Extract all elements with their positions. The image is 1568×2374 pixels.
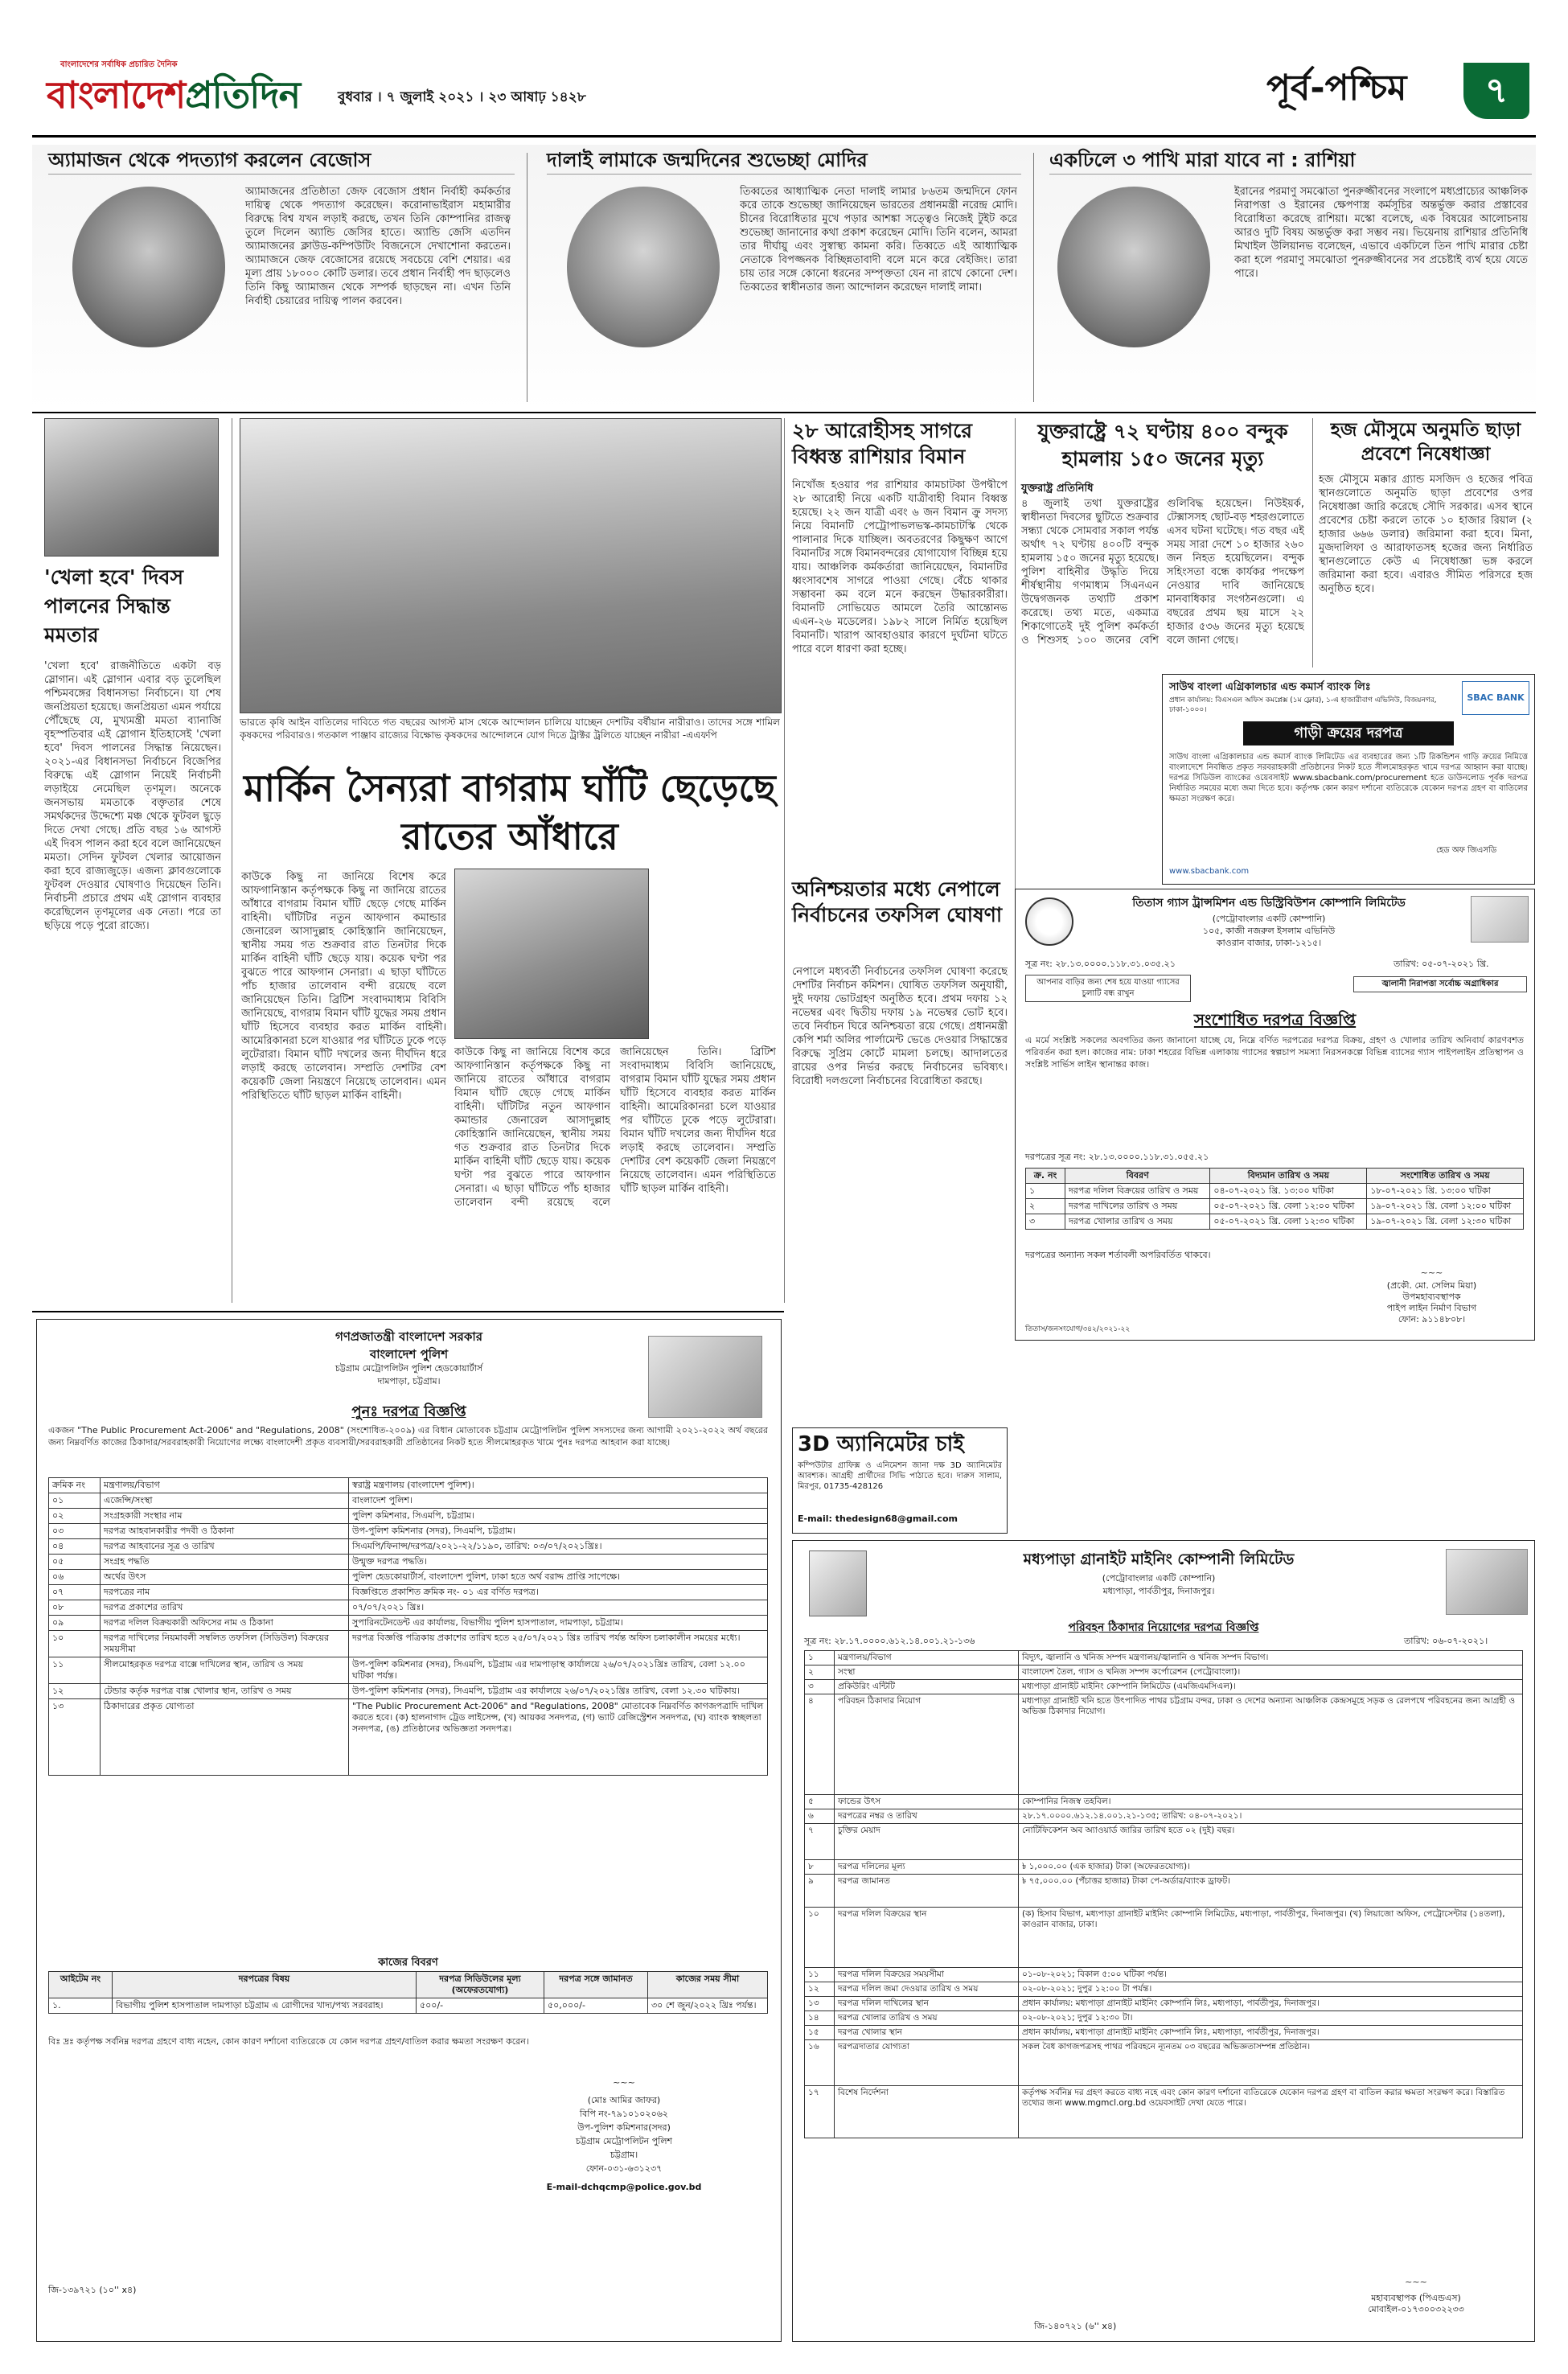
table-cell: ২ xyxy=(805,1665,835,1680)
table-cell: উপ-পুলিশ কমিশনার (সদর), সিএমপি, চট্টগ্রাম এর দামপাড়াস্থ কার্যালয়ে ২৬/০৭/২০২১খ্রিঃ তারিখ, বেলা ১২.০০ ঘটিকা পর্যন্ত। xyxy=(349,1657,768,1684)
signer-office: চট্টগ্রাম মেট্রোপলিটন পুলিশ xyxy=(575,2136,673,2146)
mgmcl-logo xyxy=(809,1550,867,1616)
sbac-website[interactable]: www.sbacbank.com xyxy=(1169,867,1250,876)
table-cell: দরপত্র খোলার স্থান xyxy=(835,2026,1019,2040)
table-cell: সীলমোহরকৃত দরপত্র বাক্সে দাখিলের স্থান, তারিখ ও সময় xyxy=(101,1657,349,1684)
table-row xyxy=(49,1998,768,2014)
titas-logo xyxy=(1025,897,1073,946)
sbac-logo xyxy=(1462,681,1529,715)
sbac-tender-ad xyxy=(1162,674,1535,885)
sbac-body: সাউথ বাংলা এগ্রিকালচার এন্ড কমার্স ব্যাংক লিমিটেড এর ব্যবহারের জন্য ১টি রিকন্ডিশন গাড়ি ক্রয়ের নিমিত্তে বাংলাদেশে নিবন্ধিত প্রকৃত সরবরাহকারী প্রতিষ্ঠানের নিকট হতে সীলমোহরকৃত খামে দরপত্র আহ্বান করা যাচ্ছে। দরপত্র সিডিউল ব্যাংকের ওয়েবসাইট www.sbacbank.com/procurement হতে ডাউনলোড পূর্বক দরপত্র নির্ধারিত সময়ের মধ্যে জমা দিতে হবে। কর্তৃপক্ষ কোন কারণ দর্শানো ব্যতিরেকে যেকোন দরপত্র গ্রহণ বা বাতিলের ক্ষমতা সংরক্ষণ করে। xyxy=(1169,753,1528,803)
table-cell: বাংলাদেশ পুলিশ। xyxy=(349,1493,768,1509)
sbac-title: সাউথ বাংলা এগ্রিকালচার এন্ড কমার্স ব্যাংক লিঃ xyxy=(1169,681,1371,693)
signer-city: চট্টগ্রাম। xyxy=(610,2150,638,2160)
table-cell: ০৫-০৭-২০২১ খ্রি. বেলা ১২:০০ ঘটিকা xyxy=(1210,1199,1367,1214)
table-cell: কর্তৃপক্ষ সর্বনিম্ন দর গ্রহণ করতে বাধ্য নহে এবং কোন কারণ দর্শানো ব্যতিরেকে যেকোন দরপত্র গ্রহণ বা বাতিল করার ক্ষমতা সংরক্ষণ করে। বিস্তারিত তথ্যের জন্য www.mgmcl.org.bd ওয়েবসাইট দেখা যেতে পারে। xyxy=(1019,2086,1523,2138)
table-cell: ৫০,০০০/- xyxy=(544,1998,648,2014)
table-cell: সকল বৈধ কাগজপত্রসহ পাথর পরিবহনে ন্যূনতম ০৩ বছরের অভিজ্ঞতাসম্পন্ন প্রতিষ্ঠান। xyxy=(1019,2040,1523,2086)
titas-body: এ মর্মে সংশ্লিষ্ট সকলের অবগতির জন্য জানানো যাচ্ছে যে, নিম্নে বর্ণিত দরপত্রের দরপত্র বিক্রয়, গ্রহণ ও খোলার তারিখ অনিবার্য কারণবশত পরিবর্তন করা হল। কাজের নাম: ঢাকা শহরের বিভিন্ন এলাকায় গ্যাসের স্বল্পচাপ সমস্যা নিরসনকল্পে বিভিন্ন ব্যাসের গ্যাস পাইপলাইন প্রতিস্থাপন ও সংশ্লিষ্ট সার্ভিস লাইন স্থানান্তর কাজ। xyxy=(1025,1035,1524,1070)
table-cell: পরিবহন ঠিকাদার নিয়োগ xyxy=(835,1694,1019,1795)
titas-signature-block xyxy=(1337,1267,1526,1325)
table-cell: সুপারিনটেনডেন্ট এর কার্যালয়, বিভাগীয় পুলিশ হাসপাতাল, দামপাড়া, চট্টগ্রাম। xyxy=(349,1616,768,1631)
table-cell: ৳ ৭৫,০০০.০০ (পঁচাত্তর হাজার) টাকা পে-অর্ডার/ব্যাংক ড্রাফট। xyxy=(1019,1875,1523,1908)
masthead-name-part2: প্রতিদিন xyxy=(185,73,301,117)
table-cell: উপ-পুলিশ কমিশনার (সদর), সিএমপি, চট্টগ্রাম এর কার্যালয়ে ২৬/০৭/২০২১খ্রিঃ তারিখ, বেলা ১২.৩০ ঘটিকায়। xyxy=(349,1684,768,1699)
table-row xyxy=(805,2011,1523,2026)
table-cell: প্রকিউরিং এন্টিটি xyxy=(835,1680,1019,1694)
table-cell: দরপত্র দলিলের মূল্য xyxy=(835,1860,1019,1875)
table-cell: বিভাগীয় পুলিশ হাসপাতাল দামপাড়া চট্টগ্রাম এ রোগীদের খাদ্য/পথ্য সরবরাহ। xyxy=(113,1998,417,2014)
table-cell: ১৫ xyxy=(805,2026,835,2040)
table-cell: ০৭ xyxy=(49,1585,101,1600)
table-cell: মন্ত্রণালয়/বিভাগ xyxy=(835,1651,1019,1665)
table-cell: প্রধান কার্যালয়: মধ্যপাড়া গ্রানাইট মাইনিং কোম্পানি লিঃ, মধ্যপাড়া, পার্বতীপুর, দিনাজপুর। xyxy=(1019,1997,1523,2011)
table-cell: ১৭ xyxy=(805,2086,835,2138)
table-cell: ৬ xyxy=(805,1809,835,1824)
table-cell: প্রধান কার্যালয়, মধ্যপাড়া গ্রানাইট মাইনিং কোম্পানি লিঃ, মধ্যপাড়া, পার্বতীপুর, দিনাজপুর। xyxy=(1019,2026,1523,2040)
bagram-airbase-photo xyxy=(454,869,649,1039)
signature-scribble: ~~~ xyxy=(1420,1267,1443,1278)
masthead-date: বুধবার । ৭ জুলাই ২০২১ । ২৩ আষাঢ় ১৪২৮ xyxy=(338,89,586,105)
column-divider xyxy=(1312,418,1313,667)
table-cell: স্বরাষ্ট্র মন্ত্রণালয় (বাংলাদেশ পুলিশ)। xyxy=(349,1478,768,1493)
mgmcl-date: তারিখ: ০৬-০৭-২০২১। xyxy=(1404,1636,1488,1646)
ad-body: কম্পিউটার গ্রাফিক্স ও এনিমেশন জানা দক্ষ 3D অ্যানিমেটর আবশ্যক। আগ্রহী প্রার্থীদের সিভি পাঠাতে হবে। দারুস সালাম, মিরপুর, 01735-428126 xyxy=(798,1461,1002,1491)
table-cell: ক্রমিক নং xyxy=(49,1478,101,1493)
table-cell: "The Public Procurement Act-2006" and "Regulations, 2008" মোতাবেক নিম্নবর্ণিত কাগজপত্রাদি দাখিল করতে হবে। (ক) হালনাগাদ ট্রেড লাইসেন্স, (খ) আয়কর সনদপত্র, (গ) ভ্যাট রেজিস্ট্রেশন সনদপত্র, (ঘ) ব্যাংক স্বচ্ছলতা সনদপত্র, (ঙ) প্রতিষ্ঠানের অভিজ্ঞতা সনদপত্র। xyxy=(349,1699,768,1776)
table-header: আইটেম নং xyxy=(49,1972,113,1998)
table-cell: ঠিকাদারের প্রকৃত যোগ্যতা xyxy=(101,1699,349,1776)
table-cell: ৮ xyxy=(805,1860,835,1875)
table-cell: ২৮.১৭.০০০০.৬১২.১৪.০০১.২১-১৩৫; তারিখ: ০৪-০৭-২০২১। xyxy=(1019,1809,1523,1824)
table-header: ক্র. নং xyxy=(1026,1169,1065,1184)
table-cell: দরপত্র দলিল বিক্রয়ের তারিখ ও সময় xyxy=(1065,1184,1210,1199)
titas-title: তিতাস গ্যাস ট্রান্সমিশন এন্ড ডিস্ট্রিবিউশন কোম্পানি লিমিটেড xyxy=(1132,897,1406,910)
titas-notice xyxy=(1015,889,1535,1341)
table-cell: ১৮-০৭-২০২১ খ্রি. ১৩:০০ ঘটিকা xyxy=(1367,1184,1524,1199)
headline: একঢিলে ৩ পাখি মারা যাবে না : রাশিয়া xyxy=(1049,146,1532,175)
table-header: সংশোধিত তারিখ ও সময় xyxy=(1367,1169,1524,1184)
section-rule xyxy=(32,1311,784,1312)
table-cell: দরপত্রদাতার যোগ্যতা xyxy=(835,2040,1019,2086)
titas-ref: দরপত্রের সূত্র নং: ২৮.১৩.০০০০.১১৮.৩১.০৫৫.২১ xyxy=(1025,1152,1209,1162)
article-body: 'খেলা হবে' রাজনীতিতে একটা বড় স্লোগান। এই স্লোগান এবার বড় তুলেছিল পশ্চিমবঙ্গের বিধানসভা নির্বাচনে। যা শেষ জনপ্রিয়তা হয়েছে। জনপ্রিয়তা এমন পর্যায়ে পৌঁছেছে যে, মুখ্যমন্ত্রী মমতা ব্যানার্জি বৃহস্পতিবার এই স্লোগান ইতিহাসেই 'খেলা হবে' দিবস পালনের সিদ্ধান্ত নিয়েছেন। ২০২১-এর বিধানসভা নির্বাচনে বিজেপির বিরুদ্ধে এই স্লোগান নিয়েই নির্বাচনী লড়াইয়ে নেমেছিল তৃণমূল। অনেকে জনসভায় মমতাকে বক্তৃতার শেষে সমর্থকদের উদ্দেশ্যে মঞ্চ থেকে ফুটবল ছুড়ে দিতে দেখা গেছে। প্রতি বছর ১৬ আগস্ট এই দিবস পালন করা হবে বলে জানিয়েছেন মমতা। সেদিন ফুটবল খেলার আয়োজন করা হবে রাজ্যজুড়ে। এজন্য ক্লাবগুলোকে ফুটবল দেওয়ার ঘোষণাও দিয়েছেন তিনি। নির্বাচনী প্রচারে প্রথম এই স্লোগান ব্যবহার করেছিলেন তৃণমূলের এক নেতা। পরে তা ছড়িয়ে পড়ে পুরো রাজ্যে। xyxy=(44,660,221,932)
mgmcl-tender-table xyxy=(804,1650,1523,2138)
table-cell: সংস্থা xyxy=(835,1665,1019,1680)
table-row xyxy=(49,1478,768,1493)
table-cell: দরপত্র দলিল বিক্রয়ের স্থান xyxy=(835,1908,1019,1968)
table-row xyxy=(1026,1214,1524,1230)
masthead-rule xyxy=(32,135,1536,138)
table-row xyxy=(805,1651,1523,1665)
table-cell: দরপত্র আহবানকারীর পদবী ও ঠিকানা xyxy=(101,1524,349,1539)
police-dept: বাংলাদেশ পুলিশ xyxy=(369,1347,449,1362)
article-body: ৪ জুলাই তথা যুক্তরাষ্ট্রের স্বাধীনতা দিবসের ছুটিতে শুক্রবার সন্ধ্যা থেকে সোমবার সকাল পর্যন্ত অর্থাৎ ৭২ ঘণ্টায় ৪০০টি বন্দুক হামলায় ১৫০ জনের মৃত্যু হয়েছে। পুলিশ বাহিনীর উদ্ধৃতি দিয়ে শীর্ষস্থানীয় গণমাধ্যম সিএনএন উদ্বেগজনক তথ্যটি প্রকাশ করেছে। তথ্য মতে, একমাত্র শিকাগোতেই দুই পুলিশ কর্মকর্তা ও শিশুসহ ১০০ জনের বেশি গুলিবিদ্ধ হয়েছেন। নিউইয়র্ক, টেক্সাসসহ ছোট-বড় শহরগুলোতে এসব ঘটনা ঘটেছে। গত বছর এই সময় সারা দেশে ১০ হাজার ২৬০ জন নিহত হয়েছিলেন। বন্দুক সহিংসতা বন্ধে কার্যকর পদক্ষেপ নেওয়ার দাবি জানিয়েছে মানবাধিকার সংগঠনগুলো। এ বছরের প্রথম ছয় মাসে ২২ হাজার ৫৩৬ জনের মৃত্যু হয়েছে বলে জানা গেছে। xyxy=(1021,498,1304,647)
table-row xyxy=(805,1875,1523,1908)
titas-notice-title: সংশোধিত দরপত্র বিজ্ঞপ্তি xyxy=(1193,1010,1357,1029)
table-row xyxy=(805,1908,1523,1968)
section-rule xyxy=(32,412,1536,413)
table-cell: উন্মুক্ত দরপত্র পদ্ধতি। xyxy=(349,1555,768,1570)
table-row xyxy=(805,1680,1523,1694)
headline: অনিশ্চয়তার মধ্যে নেপালে নির্বাচনের তফসিল ঘোষণা xyxy=(792,877,1003,926)
table-row xyxy=(805,1860,1523,1875)
article-body: অ্যামাজনের প্রতিষ্ঠাতা জেফ বেজোস প্রধান নির্বাহী কর্মকর্তার দায়িত্ব থেকে পদত্যাগ করেছেন। করোনাভাইরাস মহামারীর বিরুদ্ধে বিশ্ব যখন লড়াই করছে, তখন তিনি কোম্পানির রাজত্ব তুলে দিলেন অ্যান্ডি জেসির হাতে। অ্যান্ডি জেসি এতদিন অ্যামাজনের ক্লাউড-কম্পিউটিং বিজনেসে দেখাশোনা করতেন। অ্যামাজনে জেফ বেজোসের রয়েছে সবচেয়ে বেশি শেয়ার। এর মূল্য প্রায় ১৮০০০ কোটি ডলার। তবে প্রধান নির্বাহী পদ ছাড়লেও তিনি কিছু অ্যামাজন থেকে সম্পর্ক ছাড়ছেন না। এখন তিনি নির্বাহী চেয়ারের দায়িত্ব পালন করবেন। xyxy=(245,186,511,307)
table-row xyxy=(805,2086,1523,2138)
table-cell: বিদ্যুৎ, জ্বালানি ও খনিজ সম্পদ মন্ত্রণালয়/জ্বালানি ও খনিজ সম্পদ বিভাগ। xyxy=(1019,1651,1523,1665)
table-cell: দরপত্র আহবানের সূত্র ও তারিখ xyxy=(101,1539,349,1555)
table-cell: ০২-০৮-২০২১; দুপুর ১২:৩০ টা। xyxy=(1019,2011,1523,2026)
signer-title: উপ-পুলিশ কমিশনার(সদর) xyxy=(577,2122,671,2133)
table-cell: সংগ্রহকারী সংস্থার নাম xyxy=(101,1509,349,1524)
table-cell: ০১ xyxy=(49,1493,101,1509)
table-cell: ১০ xyxy=(805,1908,835,1968)
signer-phone: মোবাইল-০১৭৩০০৩২২৩৩ xyxy=(1368,2304,1464,2314)
bagram-body-col2: কাউকে কিছু না জানিয়ে বিশেষ করে আফগানিস্তান কর্তৃপক্ষকে কিছু না জানিয়ে রাতের আঁধারে বাগরাম বিমান ঘাঁটি ছেড়ে গেছে মার্কিন বাহিনী। ঘাঁটিটির নতুন আফগান কমান্ডার জেনারেল আসাদুল্লাহ কোহিস্তানি জানিয়েছেন, স্থানীয় সময় গত শুক্রবার রাত তিনটার দিকে মার্কিন বাহিনী ঘাঁটি ছেড়ে যায়। কয়েক ঘণ্টা পর বুঝতে পারে আফগান সেনারা। এ ছাড়া ঘাঁটিতে পাঁচ হাজার তালেবান বন্দী রয়েছে বলে জানিয়েছেন তিনি। ব্রিটিশ সংবাদমাধ্যম বিবিসি জানিয়েছে, বাগরাম বিমান ঘাঁটি যুদ্ধের সময় প্রধান ঘাঁটি হিসেবে ব্যবহার করত মার্কিন বাহিনী। আমেরিকানরা চলে যাওয়ার পর ঘাঁটিতে ঢুকে পড়ে লুটেরারা। বিমান ঘাঁটি দখলের জন্য দীর্ঘদিন ধরে লড়াই করছে তালেবান। সম্প্রতি দেশটির বেশ কয়েকটি জেলা নিয়ন্ত্রণে নিয়েছে তালেবান। এমন পরিস্থিতিতে ঘাঁটি ছাড়ল মার্কিন বাহিনী। xyxy=(454,1046,776,1209)
bagram-body-col1: কাউকে কিছু না জানিয়ে বিশেষ করে আফগানিস্তান কর্তৃপক্ষকে কিছু না জানিয়ে রাতের আঁধারে বাগরাম বিমান ঘাঁটি ছেড়ে গেছে মার্কিন বাহিনী। ঘাঁটিটির নতুন আফগান কমান্ডার জেনারেল আসাদুল্লাহ কোহিস্তানি জানিয়েছেন, স্থানীয় সময় গত শুক্রবার রাত তিনটার দিকে মার্কিন বাহিনী ঘাঁটি ছেড়ে যায়। কয়েক ঘণ্টা পর বুঝতে পারে আফগান সেনারা। এ ছাড়া ঘাঁটিতে পাঁচ হাজার তালেবান বন্দী রয়েছে বলে জানিয়েছেন তিনি। ব্রিটিশ সংবাদমাধ্যম বিবিসি জানিয়েছে, বাগরাম বিমান ঘাঁটি যুদ্ধের সময় প্রধান ঘাঁটি হিসেবে ব্যবহার করত মার্কিন বাহিনী। আমেরিকানরা চলে যাওয়ার পর ঘাঁটিতে ঢুকে পড়ে লুটেরারা। বিমান ঘাঁটি দখলের জন্য দীর্ঘদিন ধরে লড়াই করছে তালেবান। সম্প্রতি দেশটির বেশ কয়েকটি জেলা নিয়ন্ত্রণে নিয়েছে তালেবান। এমন পরিস্থিতিতে ঘাঁটি ছাড়ল মার্কিন বাহিনী। xyxy=(241,871,446,1102)
table-row xyxy=(49,1509,768,1524)
table-cell: ১৯-০৭-২০২১ খ্রি. বেলা ১২:০০ ঘটিকা xyxy=(1367,1199,1524,1214)
mujib-logo xyxy=(1471,896,1529,943)
table-cell: বিশেষ নির্দেশনা xyxy=(835,2086,1019,2138)
work-section-title: কাজের বিবরণ xyxy=(378,1957,438,1969)
top-story-dalai-lama xyxy=(547,146,1021,408)
section-title: পূর্ব-পশ্চিম xyxy=(1266,68,1407,109)
table-row xyxy=(49,1600,768,1616)
page-number-badge xyxy=(1463,63,1529,119)
russia-plane-story xyxy=(792,418,1009,869)
signer-title: উপমহাব্যবস্থাপক xyxy=(1402,1292,1461,1302)
mujib-portrait xyxy=(1446,1549,1528,1615)
police-office: চট্টগ্রাম মেট্রোপলিটন পুলিশ হেডকোয়ার্টার্স xyxy=(335,1363,483,1374)
table-cell: দরপত্রের নম্বর ও তারিখ xyxy=(835,1809,1019,1824)
table-cell: উপ-পুলিশ কমিশনার (সদর), সিএমপি, চট্টগ্রাম। xyxy=(349,1524,768,1539)
farmers-protest-photo xyxy=(240,418,782,713)
sbac-subtitle: প্রধান কার্যালয়: বিএসএল অফিস কমপ্লেক্স (১ম ফ্লোর), ১-এ হাজারীবাগ এভিনিউ, বিজয়নগর, ঢাকা-১০০০। xyxy=(1169,696,1437,714)
table-cell: সিএমপি/ফিনান্স/দরপত্র/২০২১-২২/১১৯০, তারিখ: ০৩/০৭/২০২১খ্রিঃ। xyxy=(349,1539,768,1555)
hajj-story xyxy=(1319,418,1534,667)
titas-date: তারিখ: ০৫-০৭-২০২১ খ্রি. xyxy=(1394,959,1489,969)
police-intro: একজন "The Public Procurement Act-2006" and "Regulations, 2008" (সংশোধিত-২০০৯) এর বিধান মোতাবেক চট্টগ্রাম মেট্রোপলিটন পুলিশ সদস্যদের জন্য আগামী ২০২১-২০২২ অর্থ বছরের জন্য নিম্নবর্ণিত কাজের ঠিকাদার/সরবরাহকারী নিয়োগের লক্ষ্যে বাংলাদেশী প্রকৃত ব্যবসায়ী/সরবরাহকারী প্রতিষ্ঠানের নিকট হতে সীলমোহরকৃত খামে পুনঃ দরপত্র আহবান করা যাচ্ছে। xyxy=(48,1425,768,1448)
table-cell: ২ xyxy=(1026,1199,1065,1214)
table-cell: কোম্পানির নিজস্ব তহবিল। xyxy=(1019,1795,1523,1809)
headline: অ্যামাজন থেকে পদত্যাগ করলেন বেজোস xyxy=(48,146,515,175)
mamata-story xyxy=(36,418,225,1311)
mgmcl-notice-title: পরিবহন ঠিকাদার নিয়োগের দরপত্র বিজ্ঞপ্তি xyxy=(1068,1621,1259,1634)
signer-dept: পাইপ লাইন নির্মাণ বিভাগ xyxy=(1386,1303,1477,1313)
mgmcl-memo: সূত্র নং: ২৮.১৭.০০০০.৬১২.১৪.০০১.২১-১৩৬ xyxy=(804,1636,975,1646)
table-cell: ফান্ডের উৎস xyxy=(835,1795,1019,1809)
table-header: দরপত্র সিডিউলের মূল্য (অফেরতযোগ্য) xyxy=(417,1972,544,1998)
headline: 'খেলা হবে' দিবস পালনের সিদ্ধান্ত মমতার xyxy=(44,565,183,647)
table-cell: দরপত্র বিজ্ঞপ্তি পত্রিকায় প্রকাশের তারিখ হতে ২৫/০৭/২০২১ খ্রিঃ তারিখ পর্যন্ত অফিস চলাকালীন সময়ের মধ্যে। xyxy=(349,1631,768,1657)
column-divider xyxy=(1033,153,1034,402)
table-row xyxy=(49,1555,768,1570)
table-cell: ৩০ শে জুন/২০২২ খ্রিঃ পর্যন্ত। xyxy=(648,1998,768,2014)
table-cell: ০৫ xyxy=(49,1555,101,1570)
headline: যুক্তরাষ্ট্রে ৭২ ঘণ্টায় ৪০০ বন্দুক হামলায় ১৫০ জনের মৃত্যু xyxy=(1037,420,1288,470)
signer-name: (প্রকৌ. মো. সেলিম মিয়া) xyxy=(1386,1280,1477,1291)
table-cell: দরপত্র জামানত xyxy=(835,1875,1019,1908)
signer-title: মহাব্যবস্থাপক (পিএন্ডএস) xyxy=(1371,2293,1461,2303)
table-cell: ১৪ xyxy=(805,2011,835,2026)
table-cell: চুক্তির মেয়াদ xyxy=(835,1824,1019,1860)
table-cell: অর্থের উৎস xyxy=(101,1570,349,1585)
titas-left-note: আপনার বাড়ির জন্য শেষ হয়ে যাওয়া গ্যাসের চুলাটি বন্ধ রাখুন xyxy=(1025,975,1191,1002)
table-cell: ০৫-০৭-২০২১ খ্রি. বেলা ১২:৩০ ঘটিকা xyxy=(1210,1214,1367,1230)
bagram-headline: মার্কিন সৈন্যরা বাগরাম ঘাঁটি ছেড়েছে রাতের আঁধারে xyxy=(244,766,776,858)
titas-right-note: জ্বালানী নিরাপত্তা সর্বোচ্চ অগ্রাধিকার xyxy=(1353,976,1527,992)
police-address: দামপাড়া, চট্টগ্রাম। xyxy=(377,1376,441,1386)
masthead-tagline: বাংলাদেশের সর্বাধিক প্রচারিত দৈনিক xyxy=(60,60,178,69)
table-cell: সংগ্রহ পদ্ধতি xyxy=(101,1555,349,1570)
table-row xyxy=(49,1657,768,1684)
table-row xyxy=(49,1699,768,1776)
table-row xyxy=(805,1694,1523,1795)
table-header: বিদ্যমান তারিখ ও সময় xyxy=(1210,1169,1367,1184)
table-cell: এজেন্সি/সংস্থা xyxy=(101,1493,349,1509)
table-cell: দরপত্র খোলার তারিখ ও সময় xyxy=(835,2011,1019,2026)
police-work-table xyxy=(48,1971,768,2014)
dalai-lama-photo xyxy=(567,187,720,347)
table-row xyxy=(805,1809,1523,1824)
table-cell: ০৬ xyxy=(49,1570,101,1585)
police-note: বিঃ দ্রঃ কর্তৃপক্ষ সর্বনিম্ন দরপত্র গ্রহণে বাধ্য নহেন, কোন কারণ দর্শানো ব্যতিরেকে যে কোন দরপত্র গ্রহণ/বাতিল করার ক্ষমতা সংরক্ষণ করেন। xyxy=(48,2036,529,2047)
table-row xyxy=(805,1795,1523,1809)
table-cell: ৩ xyxy=(1026,1214,1065,1230)
table-cell: ১২ xyxy=(805,1982,835,1997)
top-story-russia xyxy=(1049,146,1532,408)
table-cell: পুলিশ হেডকোয়ার্টার্স, বাংলাদেশ পুলিশ, ঢাকা হতে অর্থ বরাদ্দ প্রাপ্তি সাপেক্ষে। xyxy=(349,1570,768,1585)
table-cell: ১. xyxy=(49,1998,113,2014)
table-cell: ৭ xyxy=(805,1824,835,1860)
titas-code: তিতাস/জনসংযোগ/৩৪২/২০২১-২২ xyxy=(1025,1325,1131,1333)
table-row xyxy=(805,1997,1523,2011)
mgmcl-title: মধ্যপাড়া গ্রানাইট মাইনিং কোম্পানী লিমিটেড xyxy=(1023,1550,1295,1568)
table-cell: ১৯-০৭-২০২১ খ্রি. বেলা ১২:৩০ ঘটিকা xyxy=(1367,1214,1524,1230)
police-code: জি-১৩৯৭২১ (১০'' x৪) xyxy=(48,2285,137,2295)
signer-phone: ফোন: ৯১১৪৮০৮। xyxy=(1398,1314,1466,1325)
table-cell: (ক) হিসাব বিভাগ, মধ্যপাড়া গ্রানাইট মাইনিং কোম্পানি লিমিটেড, মধ্যপাড়া, পার্বতীপুর, দিনাজপুর। (খ) লিয়াজো অফিস, পেট্রোসেন্টার (১৪তলা), কাওরান বাজার, ঢাকা। xyxy=(1019,1908,1523,1968)
table-row xyxy=(49,1539,768,1555)
table-header: কাজের সময় সীমা xyxy=(648,1972,768,1998)
mgmcl-subtitle2: মধ্যপাড়া, পার্বতীপুর, দিনাজপুর। xyxy=(1102,1586,1215,1596)
table-cell: ৯ xyxy=(805,1875,835,1908)
table-cell: দরপত্রের নাম xyxy=(101,1585,349,1600)
table-cell: মধ্যপাড়া গ্রানাইট খনি হতে উৎপাদিত পাথর চট্টগ্রাম বন্দর, ঢাকা ও দেশের অন্যান্য আঞ্চলিক কেন্দ্রসমূহে সড়ক ও রেলপথে পরিবহনের জন্য আগ্রহী ও অভিজ্ঞ ঠিকাদার নিয়োগ। xyxy=(1019,1694,1523,1795)
table-cell: ০৯ xyxy=(49,1616,101,1631)
signature-scribble: ~~~ xyxy=(613,2077,635,2088)
byline: যুক্তরাষ্ট্র প্রতিনিধি xyxy=(1021,483,1094,495)
table-row xyxy=(49,1493,768,1509)
signer-email[interactable]: E-mail-dchqcmp@police.gov.bd xyxy=(546,2182,702,2192)
table-cell: ০৩ xyxy=(49,1524,101,1539)
table-cell: ৫০০/- xyxy=(417,1998,544,2014)
photo-caption: ভারতে কৃষি আইন বাতিলের দাবিতে গত বছরের আগস্ট মাস থেকে আন্দোলন চালিয়ে যাচ্ছেন দেশটির বর্ষীয়ান নারীরাও। তাদের সঙ্গে শামিল কৃষকদের পরিবারও। গতকাল পাঞ্জাব রাজ্যের বিক্ষোভ কৃষকদের আন্দোলনে যোগ দিতে ট্রাক্টর ট্রলিতে যাচ্ছেন নারীরা -এএফপি xyxy=(240,717,780,741)
table-cell: ১ xyxy=(805,1651,835,1665)
table-cell: ৩ xyxy=(805,1680,835,1694)
table-cell: ৳ ১,০০০.০০ (এক হাজার) টাকা (অফেরতযোগ্য)। xyxy=(1019,1860,1523,1875)
police-tender-notice xyxy=(36,1319,782,2342)
table-cell: টেন্ডার কর্তৃক দরপত্র বাক্স খোলার স্থান, তারিখ ও সময় xyxy=(101,1684,349,1699)
table-cell: মন্ত্রণালয়/বিভাগ xyxy=(101,1478,349,1493)
titas-subtitle3: কাওরান বাজার, ঢাকা-১২১৫। xyxy=(1216,938,1322,948)
table-row xyxy=(805,1824,1523,1860)
column-divider xyxy=(1015,418,1016,949)
table-cell: দরপত্র দলিল বিক্রয়ের সময়সীমা xyxy=(835,1968,1019,1982)
table-row xyxy=(805,2040,1523,2086)
table-row xyxy=(49,1616,768,1631)
masthead xyxy=(32,56,1536,133)
table-row xyxy=(805,2026,1523,2040)
police-notice-title: পুনঃ দরপত্র বিজ্ঞপ্তি xyxy=(351,1403,466,1420)
table-cell: ১ xyxy=(1026,1184,1065,1199)
sbac-notice-title-bar xyxy=(1243,721,1454,745)
table-row xyxy=(805,1665,1523,1680)
table-cell: দরপত্র দলিল দাখিলের স্থান xyxy=(835,1997,1019,2011)
table-header: দরপত্রের বিষয় xyxy=(113,1972,417,1998)
table-cell: ৫ xyxy=(805,1795,835,1809)
table-cell: ১১ xyxy=(49,1657,101,1684)
signer-name: (মোঃ আমির জাফর) xyxy=(587,2095,661,2105)
nepal-story xyxy=(792,877,1009,1431)
mgmcl-subtitle1: (পেট্রোবাংলার একটি কোম্পানি) xyxy=(1102,1573,1216,1583)
police-govt: গণপ্রজাতন্ত্রী বাংলাদেশ সরকার xyxy=(335,1329,482,1344)
titas-memo: সূত্র নং: ২৮.১৩.০০০০.১১৮.৩১.০৩৫.২১ xyxy=(1025,959,1176,969)
article-body: নিখোঁজ হওয়ার পর রাশিয়ার কামচাটকা উপদ্বীপে ২৮ আরোহী নিয়ে একটি যাত্রীবাহী বিমান বিধ্বস্ত হয়েছে। ২২ জন যাত্রী এবং ৬ জন বিমান ক্রু সদস্য নিয়ে বিমানটি পেট্রোপাভলভস্ক-কামচাটস্কি থেকে পালানার দিকে যাচ্ছিল। অবতরণের কিছুক্ষণ আগে বিমানটির সঙ্গে বিমানবন্দরের যোগাযোগ বিচ্ছিন্ন হয়ে যায়। আঞ্চলিক কর্মকর্তারা জানিয়েছেন, বিমানটির ধ্বংসাবশেষ সাগরে পাওয়া গেছে। বেঁচে থাকার সম্ভাবনা কম বলে মনে করছেন উদ্ধারকারীরা। বিমানটি সোভিয়েত আমলে তৈরি আন্তোনভ এএন-২৬ মডেলের। ১৯৮২ সালে নির্মিত হয়েছিল বিমানটি। খারাপ আবহাওয়ার কারণে দুর্ঘটনা ঘটতে পারে বলে ধারণা করা হচ্ছে। xyxy=(792,479,1008,655)
headline: ২৮ আরোহীসহ সাগরে বিধ্বস্ত রাশিয়ার বিমান xyxy=(792,419,972,468)
signer-id: বিপি নং-৭৯১০১০২০৬২ xyxy=(579,2109,669,2119)
table-cell: দরপত্র প্রকাশের তারিখ xyxy=(101,1600,349,1616)
ad-title: 3D অ্যানিমেটর চাই xyxy=(798,1432,964,1456)
table-row xyxy=(49,1524,768,1539)
table-cell: ১১ xyxy=(805,1968,835,1982)
police-tender-table xyxy=(48,1477,768,1776)
table-cell: নোটিফিকেশন অব অ্যাওয়ার্ড জারির তারিখ হতে ০২ (দুই) বছর। xyxy=(1019,1824,1523,1860)
table-cell: ০৪-০৭-২০২১ খ্রি. ১৩:০০ ঘটিকা xyxy=(1210,1184,1367,1199)
page-number: ৭ xyxy=(1484,70,1508,111)
signer-phone: ফোন-০৩১-৬৩১২৩৭ xyxy=(585,2163,663,2174)
table-cell: দরপত্র খোলার তারিখ ও সময় xyxy=(1065,1214,1210,1230)
masthead-logo xyxy=(47,72,300,117)
table-cell: ১০ xyxy=(49,1631,101,1657)
animator-ad xyxy=(792,1427,1008,1534)
table-cell: মধ্যপাড়া গ্রানাইট মাইনিং কোম্পানি লিমিটেড (এমজিএমসিএল)। xyxy=(1019,1680,1523,1694)
ulyanov-photo xyxy=(1057,187,1210,347)
table-cell: ০২ xyxy=(49,1509,101,1524)
titas-dates-table xyxy=(1025,1168,1524,1230)
table-header: দরপত্র সঙ্গে জামানত xyxy=(544,1972,648,1998)
table-row xyxy=(49,1684,768,1699)
ad-email: E-mail: thedesign68@gmail.com xyxy=(798,1514,958,1524)
masthead-name-part1: বাংলাদেশ xyxy=(47,73,186,117)
column-divider xyxy=(784,418,785,1303)
table-cell: বাংলাদেশ তৈল, গ্যাস ও খনিজ সম্পদ কর্পোরেশন (পেট্রোবাংলা)। xyxy=(1019,1665,1523,1680)
article-body: নেপালে মধ্যবর্তী নির্বাচনের তফসিল ঘোষণা করেছে দেশটির নির্বাচন কমিশন। ঘোষিত তফসিল অনুযায়ী, দুই দফায় ভোটগ্রহণ অনুষ্ঠিত হবে। প্রথম দফায় ১২ নভেম্বর এবং দ্বিতীয় দফায় ১৯ নভেম্বর ভোট হবে। তবে নির্বাচন ঘিরে অনিশ্চয়তা রয়ে গেছে। প্রধানমন্ত্রী কেপি শর্মা অলির পার্লামেন্ট ভেঙে দেওয়ার সিদ্ধান্তের বিরুদ্ধে সুপ্রিম কোর্টে মামলা চলছে। আদালতের রায়ের ওপর নির্ভর করছে নির্বাচনের ভবিষ্যৎ। বিরোধী দলগুলো নির্বাচনের বিরোধিতা করছে। xyxy=(792,966,1008,1087)
table-cell: ১৩ xyxy=(805,1997,835,2011)
table-cell: দরপত্র দলিল জমা দেওয়ার তারিখ ও সময় xyxy=(835,1982,1019,1997)
sbac-signature: হেড অফ জিএসডি xyxy=(1436,846,1497,855)
table-cell: ১২ xyxy=(49,1684,101,1699)
table-row xyxy=(805,1982,1523,1997)
signature-scribble: ~~~ xyxy=(1405,2277,1427,2287)
headline: হজ মৌসুমে অনুমতি ছাড়া প্রবেশে নিষেধাজ্ঞা xyxy=(1330,420,1521,465)
table-header: বিবরণ xyxy=(1065,1169,1210,1184)
mgmcl-signature-block xyxy=(1307,2277,1525,2315)
table-cell: ০৭/০৭/২০২১ খ্রিঃ। xyxy=(349,1600,768,1616)
mgmcl-code: জি-১৪০৭২১ (৬'' x৪) xyxy=(1034,2321,1117,2331)
titas-subtitle2: ১০৫, কাজী নজরুল ইসলাম এভিনিউ xyxy=(1202,926,1336,936)
table-cell: দরপত্র দাখিলের তারিখ ও সময় xyxy=(1065,1199,1210,1214)
table-row xyxy=(805,1968,1523,1982)
article-body: ইরানের পরমাণু সমঝোতা পুনরুজ্জীবনের সংলাপে মধ্যপ্রাচ্যের আঞ্চলিক নিরাপত্তা ও ইরানের ক্ষেপণাস্ত্র কর্মসূচির অন্তর্ভুক্ত করার প্রস্তাবের বিরোধিতা করেছে রাশিয়া। মস্কো বলেছে, এক বিষয়ের আলোচনায় আরও দুটি বিষয় অন্তর্ভুক্ত করা সম্ভব নয়। ভিয়েনায় রাশিয়ার প্রতিনিধি মিখাইল উলিয়ানভ বলেছেন, এভাবে একঢিলে তিন পাখি মারার চেষ্টা করা হলে পরমাণু সমঝোতা পুনরুজ্জীবনের সব প্রচেষ্টাই ব্যর্থ হয়ে যেতে পারে। xyxy=(1234,186,1528,280)
table-cell: ০৪ xyxy=(49,1539,101,1555)
titas-footer-note: দরপত্রের অন্যান্য সকল শর্তাবলী অপরিবর্তিত থাকবে। xyxy=(1025,1250,1211,1260)
mgmcl-notice xyxy=(792,1540,1535,2342)
table-row xyxy=(1026,1184,1524,1199)
table-cell: ১৩ xyxy=(49,1699,101,1776)
table-row xyxy=(49,1585,768,1600)
table-cell: ০২-০৮-২০২১; দুপুর ১২:০০ টা পর্যন্ত। xyxy=(1019,1982,1523,1997)
table-cell: ১৬ xyxy=(805,2040,835,2086)
table-cell: বিজ্ঞপ্তিতে প্রকাশিত ক্রমিক নং- ০১ এর বর্ণিত দরপত্র। xyxy=(349,1585,768,1600)
table-cell: ০৮ xyxy=(49,1600,101,1616)
bezos-photo xyxy=(72,187,225,347)
article-body: তিব্বতের আধ্যাত্মিক নেতা দালাই লামার ৮৬তম জন্মদিনে ফোন করে তাকে শুভেচ্ছা জানিয়েছেন ভারতের প্রধানমন্ত্রী নরেন্দ্র মোদি। চীনের বিরোধিতার মুখে পড়ার আশঙ্কা সত্ত্বেও নিজেই টুইট করে শুভেচ্ছা জানানোর কথা প্রকাশ করেছেন মোদি। তিনি বলেন, আমরা তার দীর্ঘায়ু এবং সুস্বাস্থ্য কামনা করি। তিব্বতে এই আধ্যাত্মিক নেতাকে বিপজ্জনক বিচ্ছিন্নতাবাদী বলে মনে করে বেইজিং। তারা চায় তার সঙ্গে কোনো ধরনের সম্পৃক্ততা যেন না রাখে কোনো দেশ। তিব্বতের স্বাধীনতার জন্য আন্দোলন করেছেন দালাই লামা। xyxy=(740,186,1017,294)
table-row xyxy=(1026,1199,1524,1214)
table-cell: পুলিশ কমিশনার, সিএমপি, চট্টগ্রাম। xyxy=(349,1509,768,1524)
top-story-bezos xyxy=(48,146,515,408)
table-cell: দরপত্র দাখিলের নিয়মাবলী সম্বলিত তফসিল (সিডিউল) বিক্রয়ের সময়সীমা xyxy=(101,1631,349,1657)
sbac-logo-text: SBAC BANK xyxy=(1467,692,1525,703)
headline: দালাই লামাকে জন্মদিনের শুভেচ্ছা মোদির xyxy=(547,146,1021,175)
table-cell: দরপত্র দলিল বিক্রয়কারী অফিসের নাম ও ঠিকানা xyxy=(101,1616,349,1631)
table-row xyxy=(49,1631,768,1657)
mamata-photo xyxy=(44,418,219,557)
table-cell: ৪ xyxy=(805,1694,835,1795)
table-cell: ০১-০৮-২০২১; বিকাল ৫:০০ ঘটিকা পর্যন্ত। xyxy=(1019,1968,1523,1982)
article-body: হজ মৌসুমে মক্কার গ্র্যান্ড মসজিদ ও হজের পবিত্র স্থানগুলোতে অনুমতি ছাড়া প্রবেশের ওপর নিষেধাজ্ঞা জারি করেছে সৌদি সরকার। এসব স্থানে প্রবেশের চেষ্টা করলে তাকে ১০ হাজার রিয়াল (২ হাজার ৬৬৬ ডলার) জরিমানা করা হবে। মিনা, মুজদালিফা ও আরাফাতসহ হজের জন্য নির্ধারিত স্থানগুলোতে কেউ এ নিষেধাজ্ঞা ভঙ্গ করলে জরিমানা করা হবে। এবারও সীমিত পরিসরে হজ অনুষ্ঠিত হবে। xyxy=(1319,474,1533,595)
titas-subtitle1: (পেট্রোবাংলার একটি কোম্পানি) xyxy=(1212,914,1326,924)
sbac-notice-title: গাড়ী ক্রয়ের দরপত্র xyxy=(1294,725,1403,741)
police-signature-block xyxy=(487,2076,761,2194)
table-row xyxy=(49,1570,768,1585)
